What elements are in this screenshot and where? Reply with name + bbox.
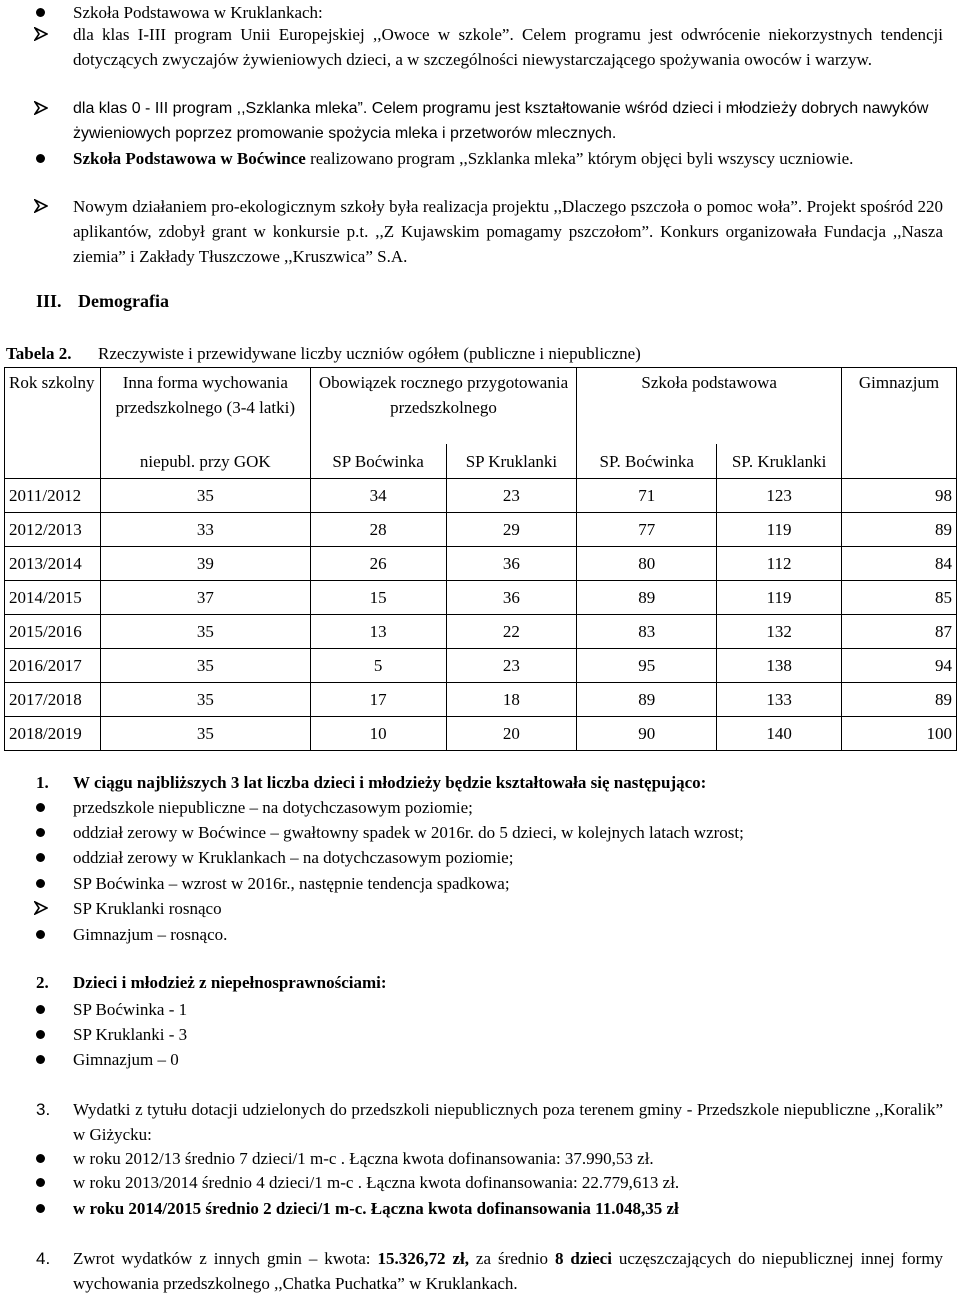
header-obligatory: Obowiązek rocznego przygotowania przedszkolnego	[310, 368, 577, 445]
list-text: Gimnazjum – rosnąco.	[73, 925, 228, 944]
table-cell: 37	[100, 581, 310, 615]
section-number: III.	[36, 291, 62, 311]
list-text: w roku 2013/2014 średnio 4 dzieci/1 m-c . Łączna kwota dofinansowania: 22.779,613 zł.	[73, 1173, 680, 1192]
list-text: w roku 2012/13 średnio 7 dzieci/1 m-c . Łączna kwota dofinansowania: 37.990,53 zł.	[73, 1149, 654, 1168]
table-cell: 98	[842, 479, 957, 513]
table-cell: 17	[310, 683, 446, 717]
table-cell: 15	[310, 581, 446, 615]
bullet-dot-icon	[36, 1055, 45, 1064]
header-year: Rok szkolny	[5, 368, 101, 445]
table-cell: 23	[446, 649, 577, 683]
table-row	[5, 649, 957, 683]
table-cell: 35	[100, 683, 310, 717]
refund-amount: 15.326,72 zł,	[377, 1249, 469, 1268]
table-cell: 35	[100, 479, 310, 513]
table-cell: 132	[717, 615, 842, 649]
table-cell: 83	[577, 615, 717, 649]
table-cell: 100	[842, 717, 957, 751]
table-cell: 39	[100, 547, 310, 581]
table-caption-text: Rzeczywiste i przewidywane liczby uczniów ogółem (publiczne i niepubliczne)	[98, 344, 641, 363]
year-cell: 2011/2012	[5, 479, 101, 513]
point-number: 4.	[36, 1249, 51, 1268]
subheader-cell: SP. Kruklanki	[717, 444, 842, 479]
bullet-dot-icon	[36, 930, 45, 939]
table-cell: 89	[842, 513, 957, 547]
table-cell: 29	[446, 513, 577, 547]
list-text: oddział zerowy w Kruklankach – na dotychczasowym poziomie;	[73, 848, 514, 867]
table-header-row	[5, 368, 957, 445]
year-cell: 2016/2017	[5, 649, 101, 683]
table-row	[5, 717, 957, 751]
subheader-cell: SP Kruklanki	[446, 444, 577, 479]
children-count: 8 dzieci	[554, 1249, 612, 1268]
table-row	[5, 547, 957, 581]
table-cell: 22	[446, 615, 577, 649]
program-name: dla klas 0 - III program ,,Szklanka mleka”.	[73, 100, 368, 117]
table-cell: 123	[717, 479, 842, 513]
list-text: SP Kruklanki - 3	[73, 1025, 188, 1044]
list-text: Gimnazjum – 0	[73, 1050, 179, 1069]
point-title: W ciągu najbliższych 3 lat liczba dzieci i młodzieży będzie kształtowała się następująco:	[73, 773, 707, 792]
list-text	[73, 146, 943, 171]
table-cell: 89	[842, 683, 957, 717]
list-text: SP Boćwinka - 1	[73, 1000, 188, 1019]
point-title: Dzieci i młodzież z niepełnosprawnościami:	[73, 973, 387, 992]
table-cell: 77	[577, 513, 717, 547]
year-cell: 2017/2018	[5, 683, 101, 717]
year-cell: 2018/2019	[5, 717, 101, 751]
program-goal: Celem programu jest kształtowanie wśród dzieci i młodzieży dobrych nawyków żywieniowych poprzez promowanie spożycia mleka i przetworów mlecznych.	[73, 100, 929, 142]
list-text: dla klas I-III program Unii Europejskiej ,,Owoce w szkole”. Celem programu jest odwrócenie niekorzystnych tendencji dotyczących zwyczajów żywieniowych dzieci, a w szczególności niewystarczającego spożywania owoców i warzyw.	[73, 25, 943, 69]
header-preschool: Inna forma wychowania przedszkolnego (3-4 latki)	[100, 368, 310, 445]
point-number: 2.	[36, 973, 49, 992]
arrow-bullet-icon	[34, 199, 48, 213]
table-cell: 112	[717, 547, 842, 581]
arrow-bullet-icon	[34, 27, 48, 41]
table-subheader-row	[5, 444, 957, 479]
table-row	[5, 683, 957, 717]
table-cell: 35	[100, 717, 310, 751]
point-text: Wydatki z tytułu dotacji udzielonych do przedszkoli niepublicznych poza terenem gminy - Przedszkole niepubliczne ,,Koralik” w Giżycku:	[73, 1100, 943, 1144]
table-cell: 71	[577, 479, 717, 513]
list-text: oddział zerowy w Boćwince – gwałtowny spadek w 2016r. do 5 dzieci, w kolejnych latach wzrost;	[73, 823, 744, 842]
bullet-dot-icon	[36, 1030, 45, 1039]
school-name: Szkoła Podstawowa w Boćwince	[73, 149, 306, 168]
table-cell: 36	[446, 547, 577, 581]
table-cell: 87	[842, 615, 957, 649]
year-cell: 2014/2015	[5, 581, 101, 615]
list-text-rest: realizowano program ,,Szklanka mleka” którym objęci byli wszyscy uczniowie.	[310, 149, 854, 168]
header-gymnasium: Gimnazjum	[842, 368, 957, 479]
table-cell: 89	[577, 581, 717, 615]
year-cell: 2013/2014	[5, 547, 101, 581]
table-cell: 80	[577, 547, 717, 581]
bullet-dot-icon	[36, 828, 45, 837]
point-text	[73, 1246, 943, 1296]
table-cell: 33	[100, 513, 310, 547]
subheader-cell: SP Boćwinka	[310, 444, 446, 479]
bullet-dot-icon	[36, 803, 45, 812]
bullet-dot-icon	[36, 853, 45, 862]
table-cell: 28	[310, 513, 446, 547]
point-number: 3.	[36, 1100, 51, 1119]
arrow-bullet-icon	[34, 901, 48, 915]
table-row	[5, 513, 957, 547]
list-text: SP Kruklanki rosnąco	[73, 899, 222, 918]
table-cell: 140	[717, 717, 842, 751]
table-cell: 5	[310, 649, 446, 683]
table-cell: 34	[310, 479, 446, 513]
point-number: 1.	[36, 773, 49, 792]
demography-table	[4, 367, 957, 751]
table-cell: 10	[310, 717, 446, 751]
list-text	[73, 96, 943, 146]
point-text-part: za średnio	[475, 1249, 548, 1268]
section-title: Demografia	[78, 291, 169, 311]
table-cell: 18	[446, 683, 577, 717]
table-cell: 119	[717, 513, 842, 547]
table-cell: 90	[577, 717, 717, 751]
table-cell: 138	[717, 649, 842, 683]
subheader-cell	[5, 444, 101, 479]
table-cell: 26	[310, 547, 446, 581]
list-text: Szkoła Podstawowa w Kruklankach:	[73, 3, 323, 22]
table-cell: 94	[842, 649, 957, 683]
table-cell: 84	[842, 547, 957, 581]
table-cell: 20	[446, 717, 577, 751]
table-cell: 23	[446, 479, 577, 513]
bullet-dot-icon	[36, 154, 45, 163]
list-text: Nowym działaniem pro-ekologicznym szkoły była realizacja projektu ,,Dlaczego pszczoła o pomoc woła”. Projekt spośród 220 aplikantów, zdobył grant w konkursie p.t. ,,Z Kujawskim pomagamy pszczołom”. Konkurs organizowała Fundacja ,,Nasza ziemia” i Zakłady Tłuszczowe ,,Kruszwica” S.A.	[73, 197, 943, 266]
header-primary: Szkoła podstawowa	[577, 368, 842, 445]
table-cell: 133	[717, 683, 842, 717]
list-text: w roku 2014/2015 średnio 2 dzieci/1 m-c. Łączna kwota dofinansowania 11.048,35 zł	[73, 1199, 679, 1218]
list-text: przedszkole niepubliczne – na dotychczasowym poziomie;	[73, 798, 473, 817]
table-cell: 89	[577, 683, 717, 717]
table-row	[5, 479, 957, 513]
year-cell: 2015/2016	[5, 615, 101, 649]
subheader-cell: niepubl. przy GOK	[100, 444, 310, 479]
bullet-dot-icon	[36, 1154, 45, 1163]
list-text: SP Boćwinka – wzrost w 2016r., następnie tendencja spadkowa;	[73, 874, 510, 893]
table-cell: 35	[100, 649, 310, 683]
arrow-bullet-icon	[34, 101, 48, 115]
year-cell: 2012/2013	[5, 513, 101, 547]
bullet-dot-icon	[36, 1178, 45, 1187]
table-cell: 35	[100, 615, 310, 649]
table-row	[5, 615, 957, 649]
point-text-part: Zwrot wydatków z innych gmin – kwota:	[73, 1249, 371, 1268]
table-cell: 95	[577, 649, 717, 683]
table-label: Tabela 2.	[6, 344, 72, 363]
bullet-dot-icon	[36, 1005, 45, 1014]
bullet-dot-icon	[36, 879, 45, 888]
table-row	[5, 581, 957, 615]
bullet-dot-icon	[36, 1204, 45, 1213]
table-cell: 36	[446, 581, 577, 615]
bullet-dot-icon	[36, 8, 45, 17]
table-cell: 85	[842, 581, 957, 615]
point-text-part: uczęszczających do niepublicznej innej formy wychowania przedszkolnego ,,Chatka Puchatka” w Kruklankach.	[73, 1249, 944, 1293]
table-cell: 119	[717, 581, 842, 615]
table-cell: 13	[310, 615, 446, 649]
subheader-cell: SP. Boćwinka	[577, 444, 717, 479]
